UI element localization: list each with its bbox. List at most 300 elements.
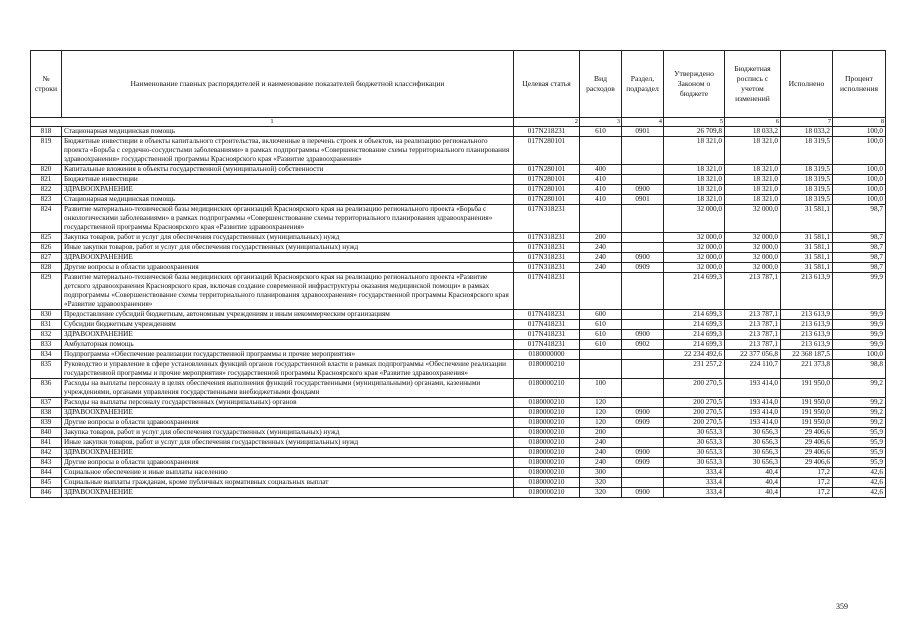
revised-amount-cell: 213 787,1 (725, 340, 781, 350)
target-article-cell: 017N418231 (514, 310, 580, 320)
table-row (31, 273, 886, 310)
col-number: 3 (580, 118, 622, 127)
expense-kind-cell: 410 (580, 175, 622, 185)
expense-kind-cell: 610 (580, 330, 622, 340)
target-article-cell: 0180000210 (514, 468, 580, 478)
target-article-cell: 0180000210 (514, 488, 580, 498)
approved-amount-cell: 18 321,0 (664, 137, 725, 165)
revised-amount-cell: 32 000,0 (725, 205, 781, 233)
row-name-cell: Другие вопросы в области здравоохранения (62, 458, 514, 468)
table-row (31, 360, 886, 379)
executed-amount-cell: 18 319,5 (781, 185, 833, 195)
header-target: Целевая статья (514, 51, 580, 118)
section-cell (622, 243, 664, 253)
column-number-row (31, 118, 886, 127)
table-row (31, 137, 886, 165)
header-approved: Утверждено Законом о бюджете (664, 51, 725, 118)
section-cell: 0909 (622, 263, 664, 273)
revised-amount-cell: 213 787,1 (725, 330, 781, 340)
approved-amount-cell: 30 653,3 (664, 458, 725, 468)
revised-amount-cell: 193 414,0 (725, 379, 781, 398)
row-name-cell: Бюджетные инвестиции в объекты капитального строительства, включенные в перечень строек и объектов, на реализацию регионального проекта «Борьба с сердечно-сосудистыми заболеваниями» в рамках подпрограммы «Совершенствование схемы территориального планирования здравоохранения» государственной программы Красноярского края «Развитие здравоохранения» (62, 137, 514, 165)
col-number: 7 (781, 118, 833, 127)
table-row (31, 243, 886, 253)
percent-cell: 99,9 (833, 310, 886, 320)
target-article-cell: 017N318231 (514, 253, 580, 263)
section-cell (622, 310, 664, 320)
table-row (31, 320, 886, 330)
executed-amount-cell: 213 613,9 (781, 310, 833, 320)
row-name-cell: Капитальные вложения в объекты государственной (муниципальной) собственности (62, 165, 514, 175)
percent-cell: 95,9 (833, 448, 886, 458)
revised-amount-cell: 18 321,0 (725, 165, 781, 175)
section-cell (622, 165, 664, 175)
row-number-cell: 818 (31, 127, 62, 137)
approved-amount-cell: 32 000,0 (664, 263, 725, 273)
expense-kind-cell (580, 137, 622, 165)
approved-amount-cell: 30 653,3 (664, 438, 725, 448)
row-name-cell: Субсидии бюджетным учреждениям (62, 320, 514, 330)
section-cell: 0900 (622, 448, 664, 458)
section-cell (622, 478, 664, 488)
target-article-cell: 0180000210 (514, 360, 580, 379)
approved-amount-cell: 333,4 (664, 478, 725, 488)
percent-cell: 42,6 (833, 478, 886, 488)
approved-amount-cell: 231 257,2 (664, 360, 725, 379)
approved-amount-cell: 333,4 (664, 468, 725, 478)
executed-amount-cell: 17,2 (781, 488, 833, 498)
section-cell: 0909 (622, 418, 664, 428)
table-body (31, 127, 886, 498)
revised-amount-cell: 213 787,1 (725, 273, 781, 310)
row-number-cell: 826 (31, 243, 62, 253)
expense-kind-cell: 240 (580, 458, 622, 468)
header-section: Раздел, подраздел (622, 51, 664, 118)
expense-kind-cell: 120 (580, 408, 622, 418)
row-number-cell: 842 (31, 448, 62, 458)
section-cell (622, 175, 664, 185)
percent-cell: 99,9 (833, 330, 886, 340)
row-name-cell: Расходы на выплаты персоналу государственных (муниципальных) органов (62, 398, 514, 408)
approved-amount-cell: 200 270,5 (664, 418, 725, 428)
row-name-cell: Социальное обеспечение и иные выплаты населению (62, 468, 514, 478)
section-cell (622, 379, 664, 398)
executed-amount-cell: 29 406,6 (781, 458, 833, 468)
percent-cell: 99,9 (833, 340, 886, 350)
row-number-cell: 823 (31, 195, 62, 205)
table-row (31, 205, 886, 233)
row-number-cell: 845 (31, 478, 62, 488)
approved-amount-cell: 18 321,0 (664, 185, 725, 195)
expense-kind-cell: 320 (580, 488, 622, 498)
approved-amount-cell: 200 270,5 (664, 398, 725, 408)
target-article-cell: 017N318231 (514, 233, 580, 243)
section-cell (622, 360, 664, 379)
percent-cell: 100,0 (833, 127, 886, 137)
row-number-cell: 827 (31, 253, 62, 263)
row-name-cell: Иные закупки товаров, работ и услуг для обеспечения государственных (муниципальных) нужд (62, 243, 514, 253)
revised-amount-cell: 224 110,7 (725, 360, 781, 379)
percent-cell: 100,0 (833, 165, 886, 175)
row-name-cell: Предоставление субсидий бюджетным, автономным учреждениям и иным некоммерческим организациям (62, 310, 514, 320)
approved-amount-cell: 18 321,0 (664, 175, 725, 185)
table-row (31, 127, 886, 137)
expense-kind-cell: 200 (580, 428, 622, 438)
revised-amount-cell: 18 321,0 (725, 137, 781, 165)
target-article-cell: 0180000210 (514, 458, 580, 468)
revised-amount-cell: 213 787,1 (725, 310, 781, 320)
approved-amount-cell: 333,4 (664, 488, 725, 498)
expense-kind-cell: 120 (580, 418, 622, 428)
table-row (31, 195, 886, 205)
expense-kind-cell (580, 360, 622, 379)
row-number-cell: 844 (31, 468, 62, 478)
target-article-cell: 0180000210 (514, 438, 580, 448)
table-row (31, 185, 886, 195)
table-row (31, 468, 886, 478)
row-name-cell: Подпрограмма «Обеспечение реализации государственной программы и прочие мероприятия» (62, 350, 514, 360)
header-name: Наименование главных распорядителей и наименование показателей бюджетной классификации (62, 51, 514, 118)
approved-amount-cell: 200 270,5 (664, 379, 725, 398)
row-name-cell: Закупка товаров, работ и услуг для обеспечения государственных (муниципальных) нужд (62, 428, 514, 438)
table-header-row (31, 51, 886, 118)
section-cell: 0900 (622, 330, 664, 340)
target-article-cell: 017N218231 (514, 127, 580, 137)
row-number-cell: 835 (31, 360, 62, 379)
col-number: 4 (622, 118, 664, 127)
approved-amount-cell: 32 000,0 (664, 233, 725, 243)
row-name-cell: ЗДРАВООХРАНЕНИЕ (62, 253, 514, 263)
row-number-cell: 830 (31, 310, 62, 320)
expense-kind-cell (580, 273, 622, 310)
executed-amount-cell: 213 613,9 (781, 273, 833, 310)
row-number-cell: 832 (31, 330, 62, 340)
percent-cell: 98,7 (833, 263, 886, 273)
table-row (31, 340, 886, 350)
revised-amount-cell: 32 000,0 (725, 263, 781, 273)
target-article-cell: 017N280101 (514, 185, 580, 195)
target-article-cell: 017N280101 (514, 137, 580, 165)
percent-cell: 100,0 (833, 350, 886, 360)
row-name-cell: Стационарная медицинская помощь (62, 127, 514, 137)
header-percent: Процент исполнения (833, 51, 886, 118)
executed-amount-cell: 31 581,1 (781, 243, 833, 253)
row-name-cell: Стационарная медицинская помощь (62, 195, 514, 205)
expense-kind-cell: 240 (580, 263, 622, 273)
approved-amount-cell: 18 321,0 (664, 195, 725, 205)
revised-amount-cell: 30 656,3 (725, 448, 781, 458)
row-number-cell: 846 (31, 488, 62, 498)
percent-cell: 98,8 (833, 360, 886, 379)
section-cell (622, 350, 664, 360)
section-cell (622, 428, 664, 438)
target-article-cell: 0180000210 (514, 418, 580, 428)
executed-amount-cell: 191 950,0 (781, 418, 833, 428)
expense-kind-cell: 100 (580, 379, 622, 398)
expense-kind-cell: 240 (580, 438, 622, 448)
table-row (31, 253, 886, 263)
percent-cell: 42,6 (833, 468, 886, 478)
percent-cell: 99,2 (833, 408, 886, 418)
revised-amount-cell: 18 321,0 (725, 185, 781, 195)
revised-amount-cell: 18 321,0 (725, 175, 781, 185)
approved-amount-cell: 30 653,3 (664, 428, 725, 438)
section-cell: 0901 (622, 127, 664, 137)
expense-kind-cell (580, 205, 622, 233)
row-name-cell: ЗДРАВООХРАНЕНИЕ (62, 330, 514, 340)
row-number-cell: 838 (31, 408, 62, 418)
percent-cell: 99,9 (833, 320, 886, 330)
approved-amount-cell: 22 234 492,6 (664, 350, 725, 360)
expense-kind-cell: 610 (580, 320, 622, 330)
section-cell (622, 137, 664, 165)
section-cell: 0900 (622, 488, 664, 498)
table-row (31, 438, 886, 448)
section-cell (622, 320, 664, 330)
approved-amount-cell: 214 699,3 (664, 320, 725, 330)
row-number-cell: 839 (31, 418, 62, 428)
target-article-cell: 0180000210 (514, 408, 580, 418)
row-name-cell: Руководство и управление в сфере установленных функций органов государственной власти в рамках подпрограммы «Обеспечение реализации государственной программы и прочие мероприятия» государственной программы Красноярского края «Развитие здравоохранения» (62, 360, 514, 379)
revised-amount-cell: 193 414,0 (725, 408, 781, 418)
percent-cell: 98,7 (833, 205, 886, 233)
budget-report-page (30, 50, 885, 498)
executed-amount-cell: 213 613,9 (781, 330, 833, 340)
approved-amount-cell: 214 699,3 (664, 340, 725, 350)
revised-amount-cell: 30 656,3 (725, 428, 781, 438)
row-name-cell: Другие вопросы в области здравоохранения (62, 418, 514, 428)
target-article-cell: 0180000210 (514, 428, 580, 438)
section-cell: 0909 (622, 458, 664, 468)
header-revised: Бюджетная роспись с учетом изменений (725, 51, 781, 118)
section-cell: 0900 (622, 253, 664, 263)
percent-cell: 99,2 (833, 418, 886, 428)
executed-amount-cell: 18 319,5 (781, 137, 833, 165)
target-article-cell: 017N318231 (514, 263, 580, 273)
section-cell: 0901 (622, 195, 664, 205)
percent-cell: 100,0 (833, 185, 886, 195)
executed-amount-cell: 31 581,1 (781, 263, 833, 273)
table-row (31, 310, 886, 320)
target-article-cell: 017N418231 (514, 273, 580, 310)
table-row (31, 175, 886, 185)
expense-kind-cell: 610 (580, 127, 622, 137)
executed-amount-cell: 17,2 (781, 478, 833, 488)
revised-amount-cell: 40,4 (725, 468, 781, 478)
section-cell (622, 398, 664, 408)
percent-cell: 99,2 (833, 379, 886, 398)
table-row (31, 488, 886, 498)
executed-amount-cell: 29 406,6 (781, 448, 833, 458)
header-executed: Исполнено (781, 51, 833, 118)
row-number-cell: 824 (31, 205, 62, 233)
revised-amount-cell: 30 656,3 (725, 438, 781, 448)
table-row (31, 408, 886, 418)
section-cell (622, 273, 664, 310)
table-row (31, 418, 886, 428)
expense-kind-cell: 400 (580, 165, 622, 175)
row-number-cell: 843 (31, 458, 62, 468)
row-number-cell: 821 (31, 175, 62, 185)
row-number-cell: 834 (31, 350, 62, 360)
row-number-cell: 837 (31, 398, 62, 408)
row-number-cell: 840 (31, 428, 62, 438)
percent-cell: 98,7 (833, 253, 886, 263)
row-name-cell: ЗДРАВООХРАНЕНИЕ (62, 488, 514, 498)
target-article-cell: 0180000210 (514, 398, 580, 408)
expense-kind-cell: 240 (580, 448, 622, 458)
row-number-cell: 831 (31, 320, 62, 330)
row-name-cell: ЗДРАВООХРАНЕНИЕ (62, 185, 514, 195)
header-row-no: № строки (31, 51, 62, 118)
table-row (31, 448, 886, 458)
table-row (31, 330, 886, 340)
expense-kind-cell: 300 (580, 468, 622, 478)
executed-amount-cell: 18 319,5 (781, 175, 833, 185)
col-number: 8 (833, 118, 886, 127)
expense-kind-cell: 600 (580, 310, 622, 320)
executed-amount-cell: 29 406,6 (781, 428, 833, 438)
row-name-cell: Развитие материально-технической базы медицинских организаций Красноярского края на реализацию регионального проекта «Борьба с онкологическими заболеваниями» в рамках подпрограммы «Совершенствование схемы территориального планирования здравоохранения» государственной программы Красноярского края «Развитие здравоохранения» (62, 205, 514, 233)
expense-kind-cell: 240 (580, 253, 622, 263)
target-article-cell: 017N418231 (514, 340, 580, 350)
percent-cell: 98,7 (833, 243, 886, 253)
section-cell (622, 205, 664, 233)
approved-amount-cell: 214 699,3 (664, 310, 725, 320)
row-name-cell: ЗДРАВООХРАНЕНИЕ (62, 408, 514, 418)
table-row (31, 165, 886, 175)
executed-amount-cell: 17,2 (781, 468, 833, 478)
row-name-cell: Иные закупки товаров, работ и услуг для обеспечения государственных (муниципальных) нужд (62, 438, 514, 448)
target-article-cell: 017N280101 (514, 165, 580, 175)
revised-amount-cell: 22 377 056,8 (725, 350, 781, 360)
executed-amount-cell: 29 406,6 (781, 438, 833, 448)
row-number-cell: 833 (31, 340, 62, 350)
expense-kind-cell: 320 (580, 478, 622, 488)
revised-amount-cell: 32 000,0 (725, 233, 781, 243)
table-row (31, 398, 886, 408)
revised-amount-cell: 40,4 (725, 478, 781, 488)
percent-cell: 98,7 (833, 233, 886, 243)
expense-kind-cell: 240 (580, 243, 622, 253)
row-number-cell: 828 (31, 263, 62, 273)
revised-amount-cell: 193 414,0 (725, 398, 781, 408)
executed-amount-cell: 18 319,5 (781, 195, 833, 205)
approved-amount-cell: 26 709,8 (664, 127, 725, 137)
row-name-cell: Социальные выплаты гражданам, кроме публичных нормативных социальных выплат (62, 478, 514, 488)
row-number-cell: 820 (31, 165, 62, 175)
percent-cell: 95,9 (833, 438, 886, 448)
section-cell: 0900 (622, 408, 664, 418)
executed-amount-cell: 221 373,8 (781, 360, 833, 379)
target-article-cell: 0180000000 (514, 350, 580, 360)
executed-amount-cell: 31 581,1 (781, 205, 833, 233)
percent-cell: 99,9 (833, 273, 886, 310)
percent-cell: 99,2 (833, 398, 886, 408)
row-number-cell: 819 (31, 137, 62, 165)
revised-amount-cell: 18 033,2 (725, 127, 781, 137)
row-number-cell: 829 (31, 273, 62, 310)
col-number: 6 (725, 118, 781, 127)
percent-cell: 100,0 (833, 137, 886, 165)
executed-amount-cell: 191 950,0 (781, 379, 833, 398)
revised-amount-cell: 213 787,1 (725, 320, 781, 330)
expense-kind-cell: 410 (580, 195, 622, 205)
percent-cell: 95,9 (833, 428, 886, 438)
expense-kind-cell (580, 350, 622, 360)
section-cell: 0902 (622, 340, 664, 350)
revised-amount-cell: 40,4 (725, 488, 781, 498)
col-number: 5 (664, 118, 725, 127)
target-article-cell: 017N318231 (514, 243, 580, 253)
expense-kind-cell: 410 (580, 185, 622, 195)
executed-amount-cell: 18 033,2 (781, 127, 833, 137)
target-article-cell: 017N280101 (514, 175, 580, 185)
section-cell (622, 468, 664, 478)
executed-amount-cell: 213 613,9 (781, 340, 833, 350)
target-article-cell: 017N280101 (514, 195, 580, 205)
expense-kind-cell: 200 (580, 233, 622, 243)
executed-amount-cell: 22 368 187,5 (781, 350, 833, 360)
table-row (31, 263, 886, 273)
row-name-cell: Бюджетные инвестиции (62, 175, 514, 185)
table-row (31, 233, 886, 243)
target-article-cell: 017N418231 (514, 320, 580, 330)
approved-amount-cell: 214 699,3 (664, 273, 725, 310)
target-article-cell: 0180000210 (514, 478, 580, 488)
row-number-cell: 822 (31, 185, 62, 195)
row-name-cell: Расходы на выплаты персоналу в целях обеспечения выполнения функций государственными (муниципальными) органами, казенными учреждениями, органами управления государственными внебюджетными фондами (62, 379, 514, 398)
approved-amount-cell: 32 000,0 (664, 205, 725, 233)
table-row (31, 379, 886, 398)
approved-amount-cell: 32 000,0 (664, 243, 725, 253)
table-row (31, 350, 886, 360)
target-article-cell: 017N318231 (514, 205, 580, 233)
executed-amount-cell: 213 613,9 (781, 320, 833, 330)
expense-kind-cell: 120 (580, 398, 622, 408)
table-row (31, 458, 886, 468)
target-article-cell: 017N418231 (514, 330, 580, 340)
revised-amount-cell: 18 321,0 (725, 195, 781, 205)
row-number-cell: 836 (31, 379, 62, 398)
executed-amount-cell: 18 319,5 (781, 165, 833, 175)
approved-amount-cell: 214 699,3 (664, 330, 725, 340)
header-kind: Вид расходов (580, 51, 622, 118)
target-article-cell: 0180000210 (514, 379, 580, 398)
section-cell: 0900 (622, 185, 664, 195)
target-article-cell: 0180000210 (514, 448, 580, 458)
revised-amount-cell: 32 000,0 (725, 243, 781, 253)
approved-amount-cell: 32 000,0 (664, 253, 725, 263)
row-number-cell: 841 (31, 438, 62, 448)
row-name-cell: Закупка товаров, работ и услуг для обеспечения государственных (муниципальных) нужд (62, 233, 514, 243)
executed-amount-cell: 191 950,0 (781, 398, 833, 408)
approved-amount-cell: 30 653,3 (664, 448, 725, 458)
row-number-cell: 825 (31, 233, 62, 243)
page-number: 359 (836, 602, 848, 611)
row-name-cell: Другие вопросы в области здравоохранения (62, 263, 514, 273)
section-cell (622, 233, 664, 243)
percent-cell: 42,6 (833, 488, 886, 498)
executed-amount-cell: 31 581,1 (781, 253, 833, 263)
revised-amount-cell: 193 414,0 (725, 418, 781, 428)
percent-cell: 95,9 (833, 458, 886, 468)
section-cell (622, 438, 664, 448)
percent-cell: 100,0 (833, 195, 886, 205)
row-name-cell: ЗДРАВООХРАНЕНИЕ (62, 448, 514, 458)
col-number: 1 (31, 118, 514, 127)
table-row (31, 478, 886, 488)
